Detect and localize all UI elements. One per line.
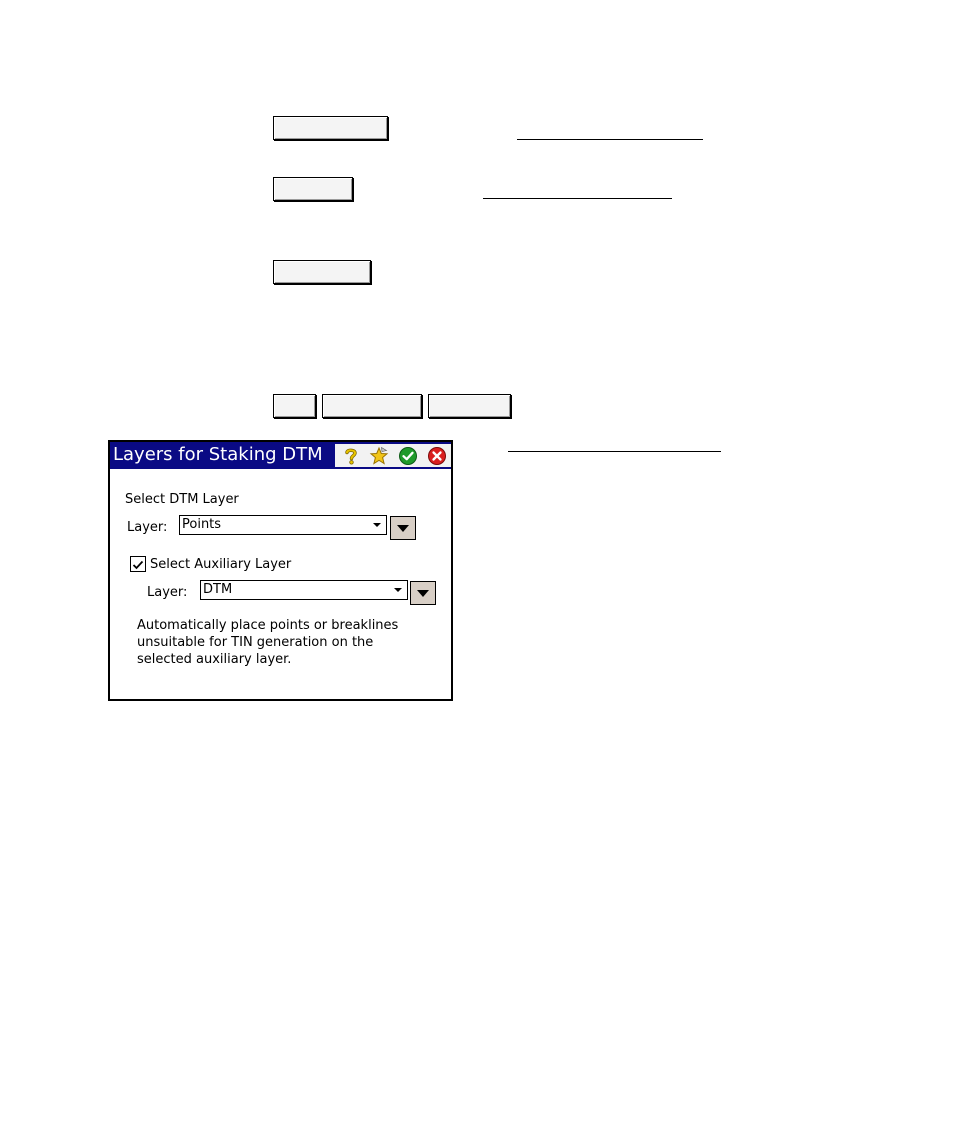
underline-placeholder-3 — [508, 451, 721, 452]
layer-pick-button[interactable] — [390, 516, 416, 540]
chevron-down-icon — [394, 588, 402, 592]
aux-layer-select[interactable] — [200, 580, 408, 600]
triangle-down-icon — [397, 525, 409, 532]
aux-layer-description: Automatically place points or breaklines unsuitable for TIN generation on the selected auxiliary layer. — [137, 618, 399, 667]
blank-button-1[interactable] — [273, 116, 388, 140]
blank-button-3[interactable] — [273, 260, 371, 284]
checkmark-icon — [131, 558, 145, 572]
favorite-icon[interactable] — [369, 446, 389, 466]
underline-placeholder-1 — [517, 139, 703, 140]
titlebar-icon-group — [335, 444, 451, 467]
dialog-title: Layers for Staking DTM — [113, 444, 323, 465]
blank-button-4[interactable] — [273, 394, 316, 418]
aux-layer-checkbox-label[interactable]: Select Auxiliary Layer — [150, 557, 292, 572]
chevron-down-icon — [373, 523, 381, 527]
blank-button-2[interactable] — [273, 177, 353, 201]
layers-dialog — [108, 440, 453, 701]
aux-layer-select-value: DTM — [203, 582, 233, 597]
aux-layer-pick-button[interactable] — [410, 581, 436, 605]
layer-label: Layer: — [127, 520, 168, 535]
blank-button-5[interactable] — [322, 394, 422, 418]
triangle-down-icon — [417, 590, 429, 597]
layer-select-value: Points — [182, 517, 222, 532]
aux-layer-label: Layer: — [147, 585, 188, 600]
layer-select[interactable] — [179, 515, 387, 535]
aux-layer-checkbox[interactable] — [130, 556, 146, 572]
underline-placeholder-2 — [483, 198, 672, 199]
ok-icon[interactable] — [398, 446, 418, 466]
help-icon[interactable] — [341, 446, 361, 466]
blank-button-6[interactable] — [428, 394, 511, 418]
dialog-titlebar — [110, 442, 451, 469]
section-label: Select DTM Layer — [125, 492, 239, 507]
close-icon[interactable] — [427, 446, 447, 466]
